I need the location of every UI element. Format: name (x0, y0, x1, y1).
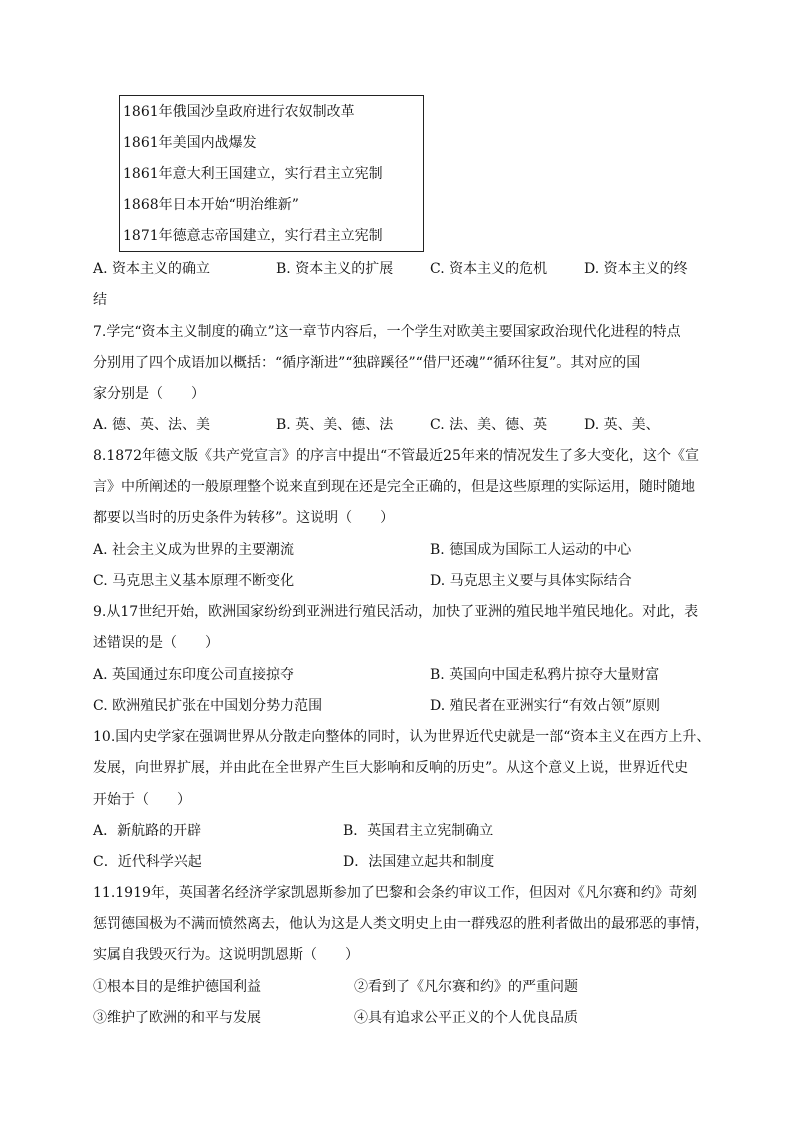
q8-option-a[interactable]: A. 社会主义成为世界的主要潮流 (93, 542, 295, 558)
q8-option-b[interactable]: B. 德国成为国际工人运动的中心 (430, 542, 632, 558)
q11-stem-line: 11.1919年，英国著名经济学家凯恩斯参加了巴黎和会条约审议工作，但因对《凡尔赛和约》苛刻 (93, 885, 697, 901)
event-line: 1868年日本开始“明治维新” (123, 197, 299, 213)
q11-item-4: ④具有追求公平正义的个人优良品质 (354, 1010, 578, 1026)
q10-option-a[interactable]: A．新航路的开辟 (93, 823, 202, 839)
event-line: 1861年俄国沙皇政府进行农奴制改革 (123, 104, 355, 120)
q8-option-d[interactable]: D. 马克思主义要与具体实际结合 (430, 573, 632, 589)
q10-option-c[interactable]: C．近代科学兴起 (93, 854, 202, 870)
q7-stem-line: 家分别是（ ） (93, 386, 205, 402)
q6-option-a[interactable]: A. 资本主义的确立 (93, 261, 211, 277)
event-line: 1871年德意志帝国建立，实行君主立宪制 (123, 228, 383, 244)
q9-stem-line: 述错误的是（ ） (93, 635, 219, 651)
q6-option-c[interactable]: C. 资本主义的危机 (430, 261, 548, 277)
q11-stem-line: 实属自我毁灭行为。这说明凯恩斯（ ） (93, 947, 359, 963)
q6-option-b[interactable]: B. 资本主义的扩展 (276, 261, 394, 277)
q8-stem-line: 言》中所阐述的一般原理整个说来直到现在还是完全正确的，但是这些原理的实际运用，随时随地 (93, 479, 695, 495)
q11-item-2: ②看到了《凡尔赛和约》的严重问题 (354, 979, 578, 995)
q10-stem-line: 发展，向世界扩展，并由此在全世界产生巨大影响和反响的历史”。从这个意义上说，世界近代史 (93, 760, 689, 776)
q6-option-d[interactable]: D. 资本主义的终 (584, 261, 688, 277)
event-line: 1861年美国内战爆发 (123, 135, 257, 151)
q10-option-b[interactable]: B．英国君主立宪制确立 (343, 823, 494, 839)
q9-option-a[interactable]: A. 英国通过东印度公司直接掠夺 (93, 667, 295, 683)
q10-stem-line: 开始于（ ） (93, 792, 191, 808)
q9-stem-line: 9.从17世纪开始，欧洲国家纷纷到亚洲进行殖民活动，加快了亚洲的殖民地半殖民地化。对此，表 (93, 604, 699, 620)
q11-item-1: ①根本目的是维护德国利益 (93, 979, 261, 995)
q8-option-c[interactable]: C. 马克思主义基本原理不断变化 (93, 573, 295, 589)
q10-option-d[interactable]: D．法国建立起共和制度 (343, 854, 495, 870)
q7-option-d[interactable]: D. 英、美、 (584, 417, 660, 433)
q9-option-d[interactable]: D. 殖民者在亚洲实行“有效占领”原则 (430, 698, 660, 714)
events-box (119, 95, 424, 252)
q7-stem-line: 分别用了四个成语加以概括：“循序渐进”“独辟蹊径”“借尸还魂”“循环往复”。其对应的国 (93, 355, 641, 371)
q8-stem-line: 都要以当时的历史条件为转移”。这说明（ ） (93, 510, 395, 526)
event-line: 1861年意大利王国建立，实行君主立宪制 (123, 166, 383, 182)
q8-stem-line: 8.1872年德文版《共产党宣言》的序言中提出“不管最近25年来的情况发生了多大变化，这个《宣 (93, 448, 699, 464)
q7-option-a[interactable]: A. 德、英、法、美 (93, 417, 211, 433)
q10-stem-line: 10.国内史学家在强调世界从分散走向整体的同时，认为世界近代史就是一部“资本主义在西方上升、 (93, 729, 711, 745)
q7-stem-line: 7.学完“资本主义制度的确立”这一章节内容后，一个学生对欧美主要国家政治现代化进程的特点 (93, 324, 681, 340)
q7-option-c[interactable]: C. 法、美、德、英 (430, 417, 548, 433)
q6-option-d-wrap: 结 (93, 292, 107, 308)
q7-option-b[interactable]: B. 英、美、德、法 (276, 417, 394, 433)
q11-item-3: ③维护了欧洲的和平与发展 (93, 1010, 261, 1026)
q9-option-c[interactable]: C. 欧洲殖民扩张在中国划分势力范围 (93, 698, 323, 714)
q9-option-b[interactable]: B. 英国向中国走私鸦片掠夺大量财富 (430, 667, 660, 683)
q11-stem-line: 惩罚德国极为不满而愤然离去，他认为这是人类文明史上由一群残忍的胜利者做出的最邪恶的事情， (93, 916, 709, 932)
